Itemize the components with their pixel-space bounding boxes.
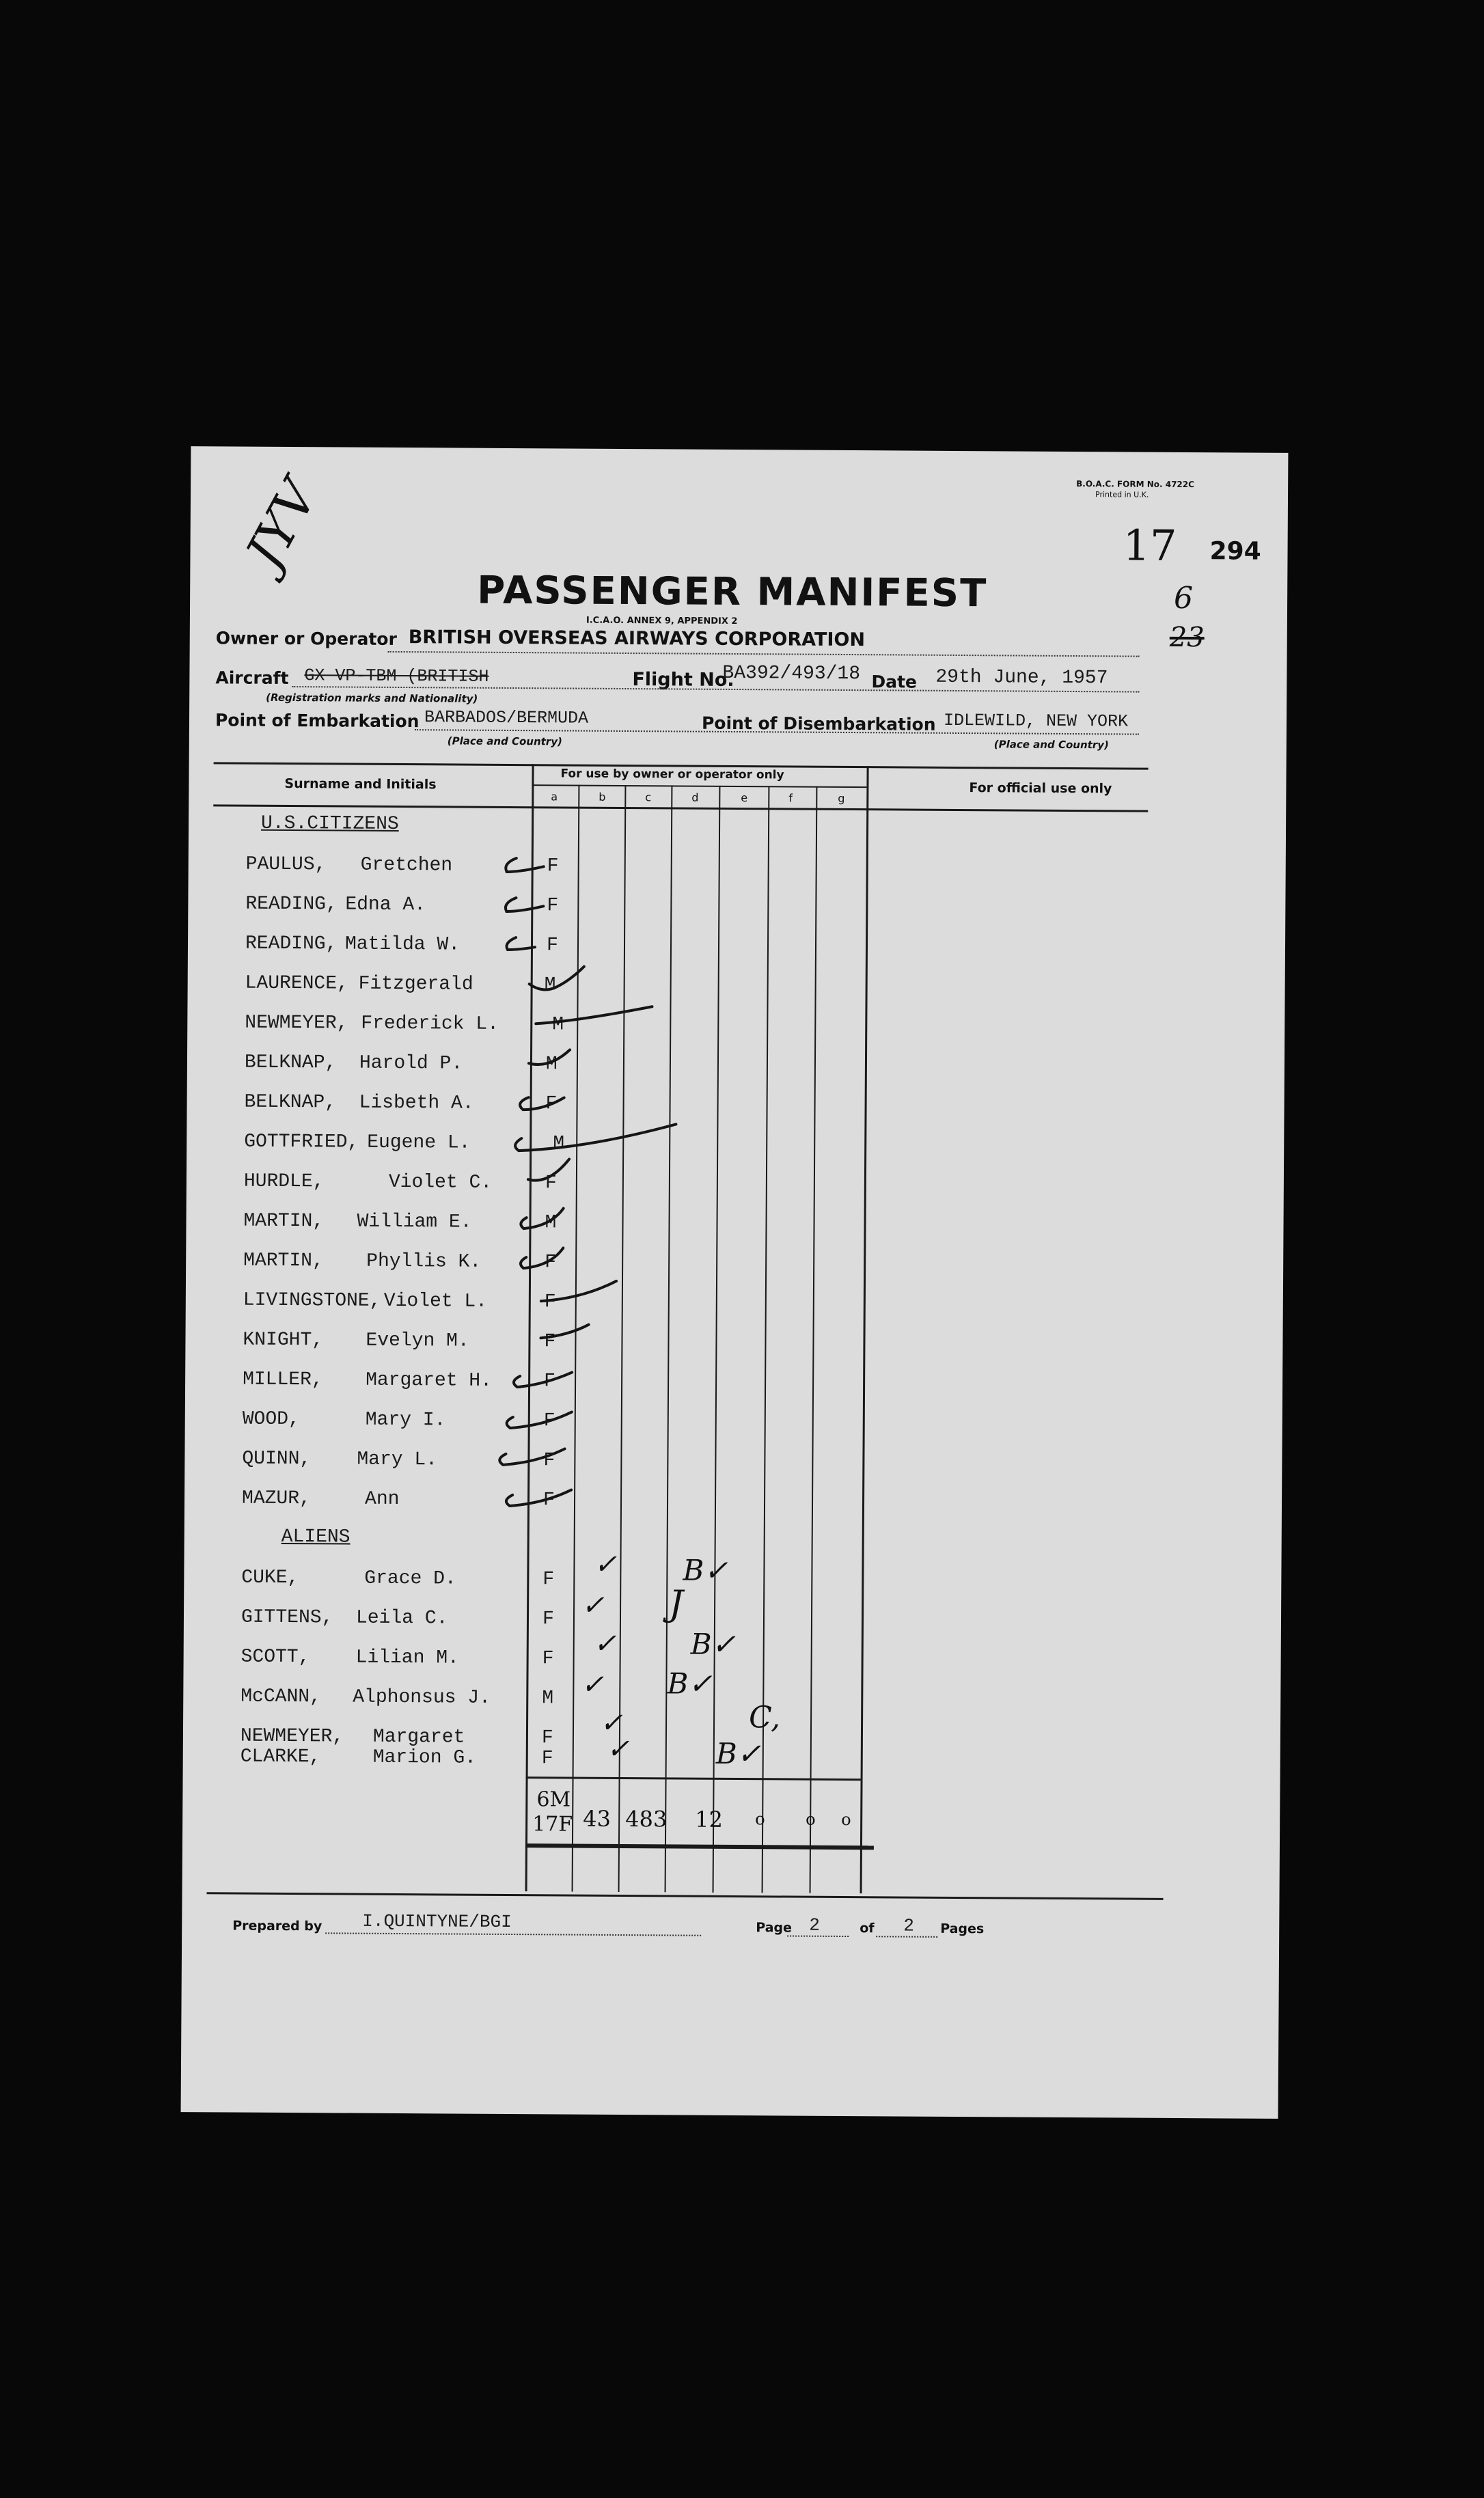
passenger-surname: QUINN, [242,1448,312,1470]
check-mark-b: ✓ [594,1548,618,1580]
passenger-surname: NEWMEYER, [240,1725,344,1748]
subcol-e: e [741,791,748,805]
of-label: of [860,1921,875,1936]
col-owner-use: For use by owner or operator only [560,767,784,782]
passenger-surname: BELKNAP, [244,1052,337,1074]
section-us-citizens: U.S.CITIZENS [260,812,399,835]
passenger-given: Grace D. [364,1567,456,1590]
embarkation-label: Point of Embarkation [215,710,420,732]
passenger-given: Marion G. [372,1746,477,1769]
flight-label: Flight No. [632,669,734,691]
passenger-given: William E. [357,1211,472,1233]
passenger-surname: KNIGHT, [243,1329,324,1351]
passenger-given: Edna A. [345,894,426,916]
passenger-given: Mary I. [365,1409,446,1431]
printed-in: Printed in U.K. [1095,490,1149,499]
flight-value: BA392/493/18 [722,662,861,685]
passenger-sex: F [542,1490,555,1511]
col-official: For official use only [969,780,1112,797]
passenger-sex: F [547,855,559,877]
passenger-sex: F [542,1569,555,1591]
passenger-sex: M [545,1212,557,1234]
total-e: o [755,1809,765,1829]
section-aliens: ALIENS [281,1526,351,1548]
total-f: o [806,1809,816,1829]
passenger-sex: F [546,935,558,957]
check-mark-d: B✓ [667,1666,713,1701]
passenger-given: Ann [364,1488,400,1511]
passenger-given: Eugene L. [367,1131,471,1154]
passenger-sex: F [547,895,559,917]
subcol-d: d [691,791,699,804]
passenger-surname: CLARKE, [240,1746,321,1768]
passenger-surname: NEWMEYER, [245,1012,348,1034]
form-title: PASSENGER MANIFEST [476,568,988,616]
passenger-given: Violet C. [388,1171,493,1194]
embarkation-hint: (Place and Country) [447,735,562,748]
passenger-surname: MAZUR, [241,1487,311,1510]
check-mark-d: B✓ [715,1736,761,1771]
passenger-sex: F [545,1172,557,1194]
disembarkation-hint: (Place and Country) [993,738,1109,752]
passenger-given: Harold P. [359,1052,463,1075]
passenger-given: Leila C. [355,1607,448,1630]
check-mark-b: ✓ [599,1707,623,1740]
passenger-given: Alphonsus J. [353,1686,491,1709]
passenger-surname: BELKNAP, [244,1091,337,1114]
hand-23: 23 [1169,621,1205,654]
passenger-sex: M [544,974,556,996]
aircraft-label: Aircraft [215,668,289,688]
passenger-given: Matilda W. [344,933,461,956]
subcol-g: g [838,791,845,805]
passenger-given: Lisbeth A. [359,1092,474,1114]
form-number: B.O.A.C. FORM No. 4722C [1076,479,1195,490]
disembarkation-value: IDLEWILD, NEW YORK [943,710,1129,732]
aircraft-value: GX VP-TBM (BRITISH [304,665,489,687]
passenger-sex: F [541,1727,553,1749]
passenger-surname: CUKE, [241,1567,299,1589]
embarkation-value: BARBADOS/BERMUDA [424,707,589,728]
subcol-c: c [645,791,652,804]
check-mark-d: J [668,1583,684,1625]
passenger-surname: GOTTFRIED, [244,1131,359,1153]
passenger-sex: M [542,1688,554,1710]
subcol-a: a [551,790,558,804]
passenger-surname: SCOTT, [241,1646,310,1669]
passenger-sex: F [542,1648,554,1670]
manifest-sheet [181,446,1289,2119]
prepared-label: Prepared by [232,1918,322,1934]
prepared-value: I.QUINTYNE/BGI [362,1910,512,1933]
total-a-male: 6M [536,1787,571,1812]
passenger-sex: F [543,1410,555,1432]
passenger-surname: GITTENS, [241,1606,333,1629]
of-value: 2 [903,1915,914,1936]
owner-label: Owner or Operator [215,628,397,649]
check-mark-b: ✓ [606,1733,630,1766]
passenger-given: Gretchen [360,854,453,877]
check-mark-d: C, [748,1700,781,1735]
passenger-surname: LIVINGSTONE, [243,1289,381,1312]
passenger-given: Lilian M. [355,1647,459,1669]
date-value: 29th June, 1957 [935,666,1108,689]
hand-17: 17 [1123,520,1177,571]
passenger-sex: F [542,1608,554,1630]
date-label: Date [871,672,917,692]
passenger-sex: F [545,1093,558,1115]
passenger-sex: M [552,1014,564,1036]
passenger-sex: F [541,1748,553,1770]
initials-mark: JYV [234,470,329,578]
total-a-female: 17F [532,1812,573,1837]
check-mark-b: ✓ [581,1669,605,1701]
form-subtitle: I.C.A.O. ANNEX 9, APPENDIX 2 [586,615,738,627]
subcol-b: b [599,790,606,804]
passenger-surname: MILLER, [243,1369,323,1391]
hand-check-marks [181,446,1289,2119]
passenger-surname: MARTIN, [243,1250,324,1272]
passenger-given: Margaret H. [366,1369,493,1392]
passenger-sex: F [544,1371,556,1392]
passenger-surname: READING, [245,933,338,955]
passenger-sex: F [544,1331,556,1353]
total-b: 43 [583,1805,612,1832]
disembarkation-label: Point of Disembarkation [701,713,936,735]
subcol-f: f [788,791,793,805]
passenger-given: Margaret [372,1726,465,1748]
check-mark-b: ✓ [593,1628,617,1660]
passenger-given: Fitzgerald [358,973,473,996]
check-mark-b: ✓ [581,1589,605,1621]
col-surname: Surname and Initials [284,776,437,793]
passenger-sex: F [544,1291,556,1313]
passenger-given: Mary L. [357,1449,438,1471]
passenger-surname: LAURENCE, [245,972,348,995]
passenger-given: Phyllis K. [366,1250,482,1273]
passenger-surname: PAULUS, [245,853,327,876]
passenger-sex: M [553,1133,565,1155]
passenger-surname: READING, [245,893,338,916]
check-mark-d: B✓ [683,1553,728,1587]
passenger-surname: HURDLE, [243,1170,325,1193]
passenger-given: Frederick L. [361,1013,499,1035]
aircraft-hint: (Registration marks and Nationality) [266,691,478,705]
check-mark-d: B✓ [690,1627,736,1662]
passenger-sex: F [543,1450,555,1472]
passenger-surname: WOOD, [242,1408,300,1431]
total-c: 483 [625,1806,668,1833]
page-stamp: 294 [1209,537,1261,566]
passenger-given: Violet L. [383,1290,488,1313]
total-g: o [841,1809,851,1830]
passenger-sex: M [545,1054,558,1075]
owner-value: BRITISH OVERSEAS AIRWAYS CORPORATION [408,627,866,651]
total-d: 12 [695,1806,724,1833]
hand-6: 6 [1173,580,1194,616]
page-label: Page [756,1920,793,1936]
passenger-sex: F [545,1252,557,1274]
pages-label: Pages [940,1921,985,1937]
page-value: 2 [809,1914,820,1936]
passenger-given: Evelyn M. [366,1330,469,1352]
passenger-surname: McCANN, [241,1686,322,1708]
passenger-surname: MARTIN, [243,1210,325,1233]
